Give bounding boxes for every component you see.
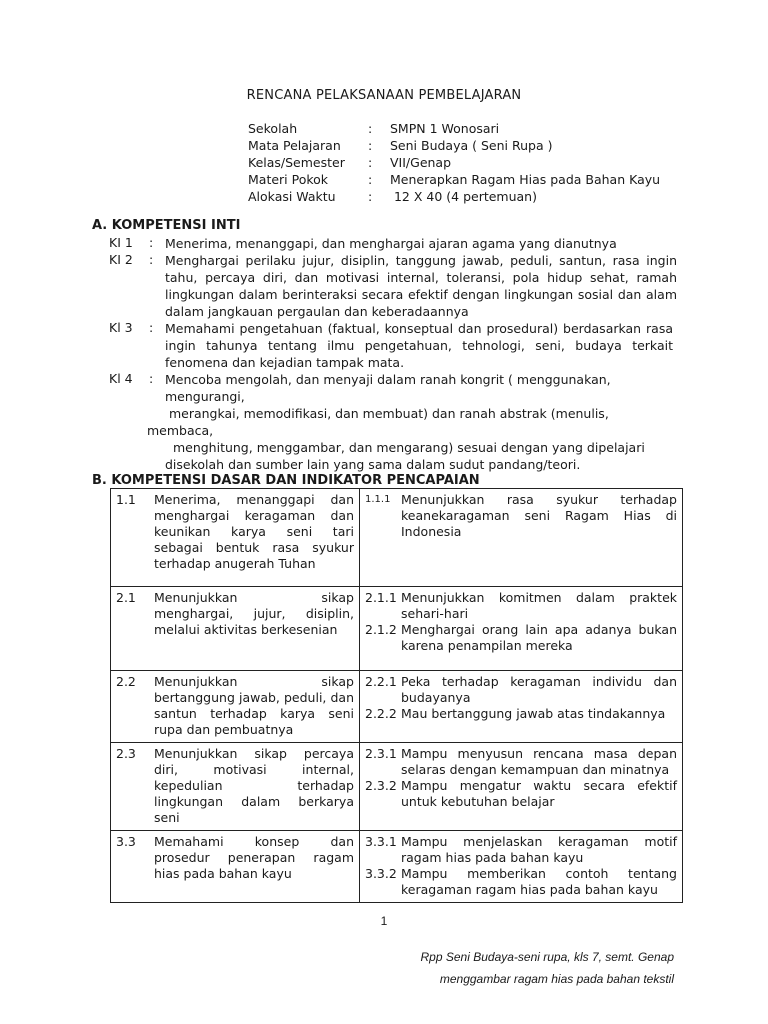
- page-number: 1: [380, 914, 388, 928]
- kd-number: 2.3: [116, 746, 136, 761]
- ki-item: KI 2 : Menghargai perilaku jujur, disiplin, tanggung jawab, peduli, santun, rasa ingin tahu, percaya diri, dan motivasi internal, toleransi, pola hidup sehat, ramah lingkungan dalam berinteraksi secara efektif dengan lingkungan sosial dan alam dalam jangkauan pergaulan dan keberadaannya: [109, 252, 677, 319]
- footer: [421, 946, 674, 990]
- info-value: 12 X 40 (4 pertemuan): [390, 189, 537, 204]
- section-heading-b: B. KOMPETENSI DASAR DAN INDIKATOR PENCAPAIAN: [92, 473, 480, 488]
- indicator-number: 2.1.2: [365, 622, 397, 637]
- ki-item: KI 1 : Menerima, menanggapi, dan menghargai ajaran agama yang dianutnya: [109, 235, 679, 252]
- info-label: Mata Pelajaran: [248, 138, 341, 153]
- indicator-number: 1.1.1: [365, 494, 391, 505]
- table-row: [111, 831, 683, 903]
- ki-number: KI 1: [109, 235, 133, 250]
- indicator-text: Menunjukkan rasa syukur terhadap keanekaragaman seni Ragam Hias di Indonesia: [401, 492, 677, 539]
- ki-text: Menerima, menanggapi, dan menghargai ajaran agama yang dianutnya: [165, 236, 617, 251]
- info-label: Kelas/Semester: [248, 155, 345, 170]
- info-row: Kelas/Semester : VII/Genap: [248, 155, 452, 170]
- ki-item: Kl 4 : Mencoba mengolah, dan menyaji dalam ranah kongrit ( menggunakan, mengurangi, merangkai, memodifikasi, dan membuat) dan ranah abstrak (menulis, membaca, menghitung, menggambar, dan mengarang) sesuai dengan yang dipelajari disekolah dan sumber lain yang sama dalam sudut pandang/teori.: [109, 371, 679, 473]
- kd-cell: [111, 743, 360, 831]
- info-label: Sekolah: [248, 121, 298, 136]
- kd-number: 2.1: [116, 590, 136, 605]
- indicator-text: Mampu menjelaskan keragaman motif ragam hias pada bahan kayu: [401, 834, 677, 865]
- indicator-cell: [360, 489, 683, 587]
- ki-list: [109, 235, 679, 473]
- indicator-text: Menghargai orang lain apa adanya bukan karena penampilan mereka: [401, 622, 677, 653]
- indicator-cell: [360, 587, 683, 671]
- indicator-cell: [360, 743, 683, 831]
- ki-text-line: merangkai, memodifikasi, dan membuat) dan ranah abstrak (menulis,: [165, 406, 609, 421]
- info-value: Menerapkan Ragam Hias pada Bahan Kayu: [390, 172, 661, 187]
- info-row: Alokasi Waktu : 12 X 40 (4 pertemuan): [248, 189, 537, 204]
- indicator-number: 2.3.2: [365, 778, 397, 793]
- indicator-cell: [360, 671, 683, 743]
- ki-number: KI 2: [109, 252, 133, 267]
- kd-number: 3.3: [116, 834, 136, 849]
- indicator-text: Menunjukkan komitmen dalam praktek sehari-hari: [401, 590, 677, 621]
- indicator-number: 2.2.1: [365, 674, 397, 689]
- kd-text: Memahami konsep dan prosedur penerapan ragam hias pada bahan kayu: [154, 834, 354, 881]
- kd-number: 1.1: [116, 492, 136, 507]
- info-row: Materi Pokok : Menerapkan Ragam Hias pada Bahan Kayu: [248, 172, 661, 187]
- table-row: [111, 489, 683, 587]
- info-row: Mata Pelajaran : Seni Budaya ( Seni Rupa ): [248, 138, 553, 153]
- indicator-number: 2.1.1: [365, 590, 397, 605]
- ki-item: Kl 3 : Memahami pengetahuan (faktual, konseptual dan prosedural) berdasarkan rasa ingin tahunya tentang ilmu pengetahuan, tehnologi, seni, budaya terkait fenomena dan kejadian tampak mata.: [109, 320, 673, 370]
- indicator-text: Mampu menyusun rencana masa depan selaras dengan kemampuan dan minatnya: [401, 746, 677, 777]
- ki-text-line: disekolah dan sumber lain yang sama dalam sudut pandang/teori.: [165, 457, 581, 472]
- ki-text-line: membaca,: [147, 423, 214, 438]
- table-row: [111, 587, 683, 671]
- table-row: [111, 743, 683, 831]
- info-value: SMPN 1 Wonosari: [390, 121, 500, 136]
- info-value: VII/Genap: [390, 155, 452, 170]
- section-heading-a: A. KOMPETENSI INTI: [92, 218, 241, 233]
- kd-text: Menerima, menanggapi dan menghargai keragaman dan keunikan karya seni tari sebagai bentuk rasa syukur terhadap anugerah Tuhan: [154, 492, 354, 571]
- indicator-text: Mampu mengatur waktu secara efektif untuk kebutuhan belajar: [401, 778, 677, 809]
- ki-text: Memahami pengetahuan (faktual, konseptual dan prosedural) berdasarkan rasa ingin tahunya tentang ilmu pengetahuan, tehnologi, seni, budaya terkait fenomena dan kejadian tampak mata.: [165, 321, 673, 370]
- kd-number: 2.2: [116, 674, 136, 689]
- info-label: Alokasi Waktu: [248, 189, 336, 204]
- info-value: Seni Budaya ( Seni Rupa ): [390, 138, 553, 153]
- kd-cell: [111, 671, 360, 743]
- ki-text-line: mengurangi,: [165, 389, 245, 404]
- ki-text-line: Mencoba mengolah, dan menyaji dalam ranah kongrit ( menggunakan,: [165, 372, 611, 387]
- ki-text: Menghargai perilaku jujur, disiplin, tanggung jawab, peduli, santun, rasa ingin tahu, percaya diri, dan motivasi internal, toleransi, pola hidup sehat, ramah lingkungan dalam berinteraksi secara efektif dengan lingkungan sosial dan alam dalam jangkauan pergaulan dan keberadaannya: [165, 253, 677, 319]
- ki-number: Kl 4: [109, 371, 133, 386]
- kd-cell: [111, 489, 360, 587]
- info-label: Materi Pokok: [248, 172, 329, 187]
- info-block: [248, 120, 660, 205]
- indicator-number: 2.3.1: [365, 746, 397, 761]
- indicator-cell: [360, 831, 683, 903]
- indicator-number: 3.3.1: [365, 834, 397, 849]
- kd-cell: [111, 587, 360, 671]
- document-title: RENCANA PELAKSANAAN PEMBELAJARAN: [246, 88, 522, 103]
- kd-text: Menunjukkan sikap bertanggung jawab, peduli, dan santun terhadap karya seni rupa dan pembuatnya: [154, 674, 354, 737]
- ki-text-line: menghitung, menggambar, dan mengarang) sesuai dengan yang dipelajari: [165, 440, 645, 455]
- indicator-text: Peka terhadap keragaman individu dan budayanya: [401, 674, 677, 705]
- info-row: Sekolah : SMPN 1 Wonosari: [248, 121, 500, 136]
- indicator-text: Mampu memberikan contoh tentang keragaman ragam hias pada bahan kayu: [401, 866, 677, 897]
- ki-number: Kl 3: [109, 320, 133, 335]
- indicator-number: 2.2.2: [365, 706, 397, 721]
- indicator-number: 3.3.2: [365, 866, 397, 881]
- table-row: [111, 671, 683, 743]
- footer-line: menggambar ragam hias pada bahan tekstil: [439, 972, 674, 986]
- kd-cell: [111, 831, 360, 903]
- kd-text: Menunjukkan sikap percaya diri, motivasi internal, kepedulian terhadap lingkungan dalam berkarya seni: [154, 746, 354, 825]
- footer-line: Rpp Seni Budaya-seni rupa, kls 7, semt. Genap: [420, 950, 674, 964]
- kd-text: Menunjukkan sikap menghargai, jujur, disiplin, melalui aktivitas berkesenian: [154, 590, 354, 637]
- indicator-text: Mau bertanggung jawab atas tindakannya: [401, 706, 666, 721]
- kd-table: [110, 488, 683, 903]
